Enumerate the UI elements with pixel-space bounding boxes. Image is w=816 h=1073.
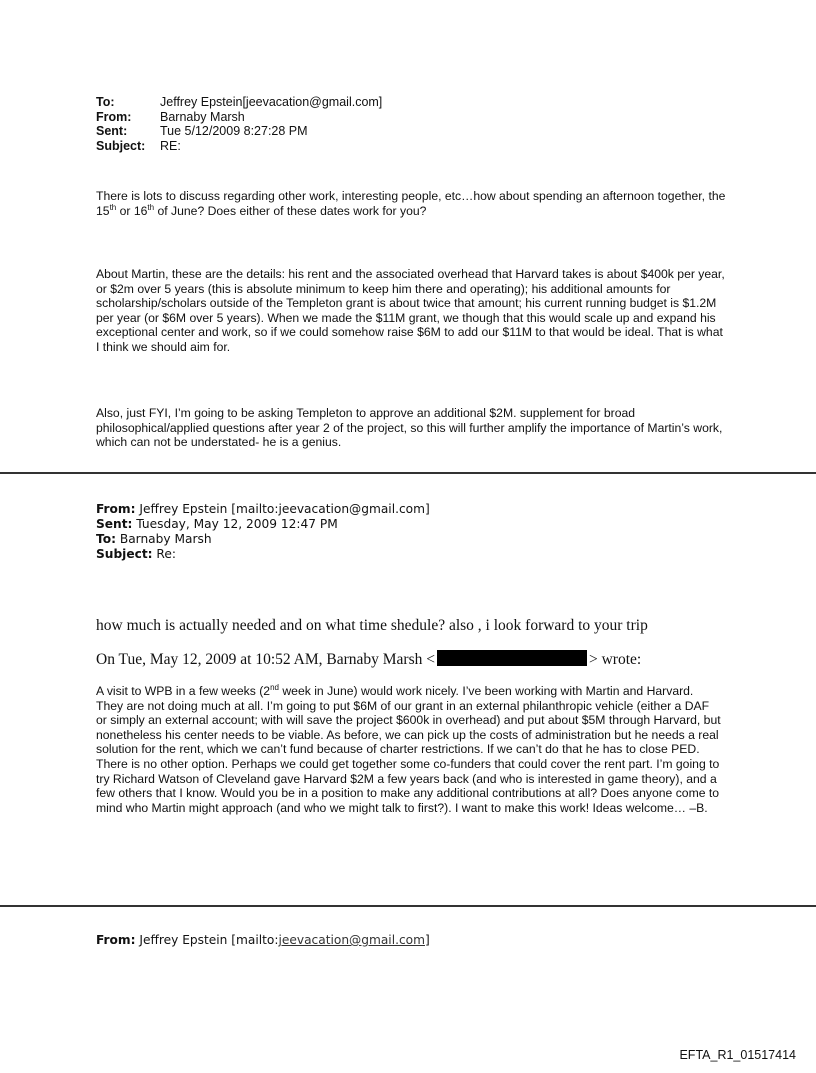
p1-text-b: or 16 (116, 203, 148, 218)
quoted-text-b: week in June) would work nicely. I’ve been working with Martin and Harvard. They are not doing much at all. I’m going to put $6M of our grant in an external philanthropic vehicle (either a DAF or simply an external account; with will save the project $600k in overhead) and put about $5M through Harvard, but nonetheless his center needs to be viable. As before, we can pick up the costs of administration but he needs a real solution for the rent, which we can’t fund because of charter restrictions. If we can’t do that he has to close PED. There is no other option. Perhaps we could get together some co-funders that could cover the rent part. I’m going to try Richard Watson of Cleveland gave Harvard $2M a few years back (and who is interested in game theory), and a few others that I know. Would you be in a position to make any additional contributions at all? Does anyone come to mind who Martin might approach (and who we might talk to first?). I want to make this work! Ideas welcome… –B. (96, 684, 721, 815)
document-id: EFTA_R1_01517414 (679, 1048, 796, 1062)
divider-2 (0, 905, 816, 907)
email-link[interactable]: jeevacation@gmail.com (278, 933, 425, 947)
sent-label: Sent: (96, 124, 128, 138)
sent-label-2: Sent: (96, 517, 133, 531)
redaction-block (437, 650, 587, 666)
quote-text-b: > wrote: (588, 651, 642, 668)
email1-paragraph-3: Also, just FYI, I’m going to be asking Templeton to approve an additional $2M. supplement for broad philosophical/applied questions after year 2 of the project, so this will further amplify the importance of Martin’s work, which can not be understated- he is a genius. (96, 406, 723, 450)
from-value: Barnaby Marsh (160, 109, 245, 124)
sent-value: Tue 5/12/2009 8:27:28 PM (160, 124, 308, 138)
from-suffix-3: ] (425, 933, 430, 947)
to-value: Jeffrey Epstein[jeevacation@gmail.com] (160, 95, 383, 109)
quoted-paragraph (96, 684, 722, 815)
from-label-3: From: (96, 933, 136, 947)
p1-sup-1: th (109, 202, 117, 212)
quote-text-a: On Tue, May 12, 2009 at 10:52 AM, Barnaby Marsh < (96, 651, 435, 668)
subject-label-2: Subject: (96, 547, 153, 561)
subject-label: Subject: (96, 138, 146, 153)
p1-text-a: There is lots to discuss regarding other work, interesting people, etc…how about spending an afternoon together, the 15 (96, 189, 726, 218)
email1-paragraph-2: About Martin, these are the details: his rent and the associated overhead that Harvard takes is about $400k per year, or $2m over 5 years (this is absolute minimum to keep him there and operating); his additional amounts for scholarship/scholars outside of the Templeton grant is about twice that amount; his current running budget is $1.2M per year (or $6M over 5 years). When we made the $11M grant, we though that this would scale up and expand his exceptional center and work, so if we could somehow raise $6M to add our $11M to that would be ideal. That is what I think we should aim for. (96, 267, 725, 354)
from-label: From: (96, 109, 132, 124)
quoted-sup: nd (270, 682, 279, 692)
to-label: To: (96, 95, 115, 109)
from-prefix-3: Jeffrey Epstein [mailto: (139, 933, 279, 947)
sent-value-2: Tuesday, May 12, 2009 12:47 PM (136, 517, 338, 531)
from-label-2: From: (96, 502, 136, 516)
email1-header (96, 95, 382, 153)
subject-value: RE: (160, 138, 181, 153)
email3-header (96, 933, 430, 948)
quoted-text-a: A visit to WPB in a few weeks (2 (96, 684, 271, 698)
quote-attribution (96, 650, 641, 669)
email2-body: how much is actually needed and on what time shedule? also , i look forward to your trip (96, 617, 648, 634)
email1-paragraph-1 (96, 189, 726, 218)
p1-text-c: of June? Does either of these dates work for you? (154, 203, 427, 218)
to-value-2: Barnaby Marsh (119, 532, 212, 546)
to-label-2: To: (96, 532, 116, 546)
subject-value-2: Re: (156, 547, 176, 561)
email2-header (96, 502, 430, 562)
from-value-2: Jeffrey Epstein [mailto:jeevacation@gmail.com] (139, 502, 430, 516)
p1-sup-2: th (147, 202, 155, 212)
divider-1 (0, 472, 816, 474)
